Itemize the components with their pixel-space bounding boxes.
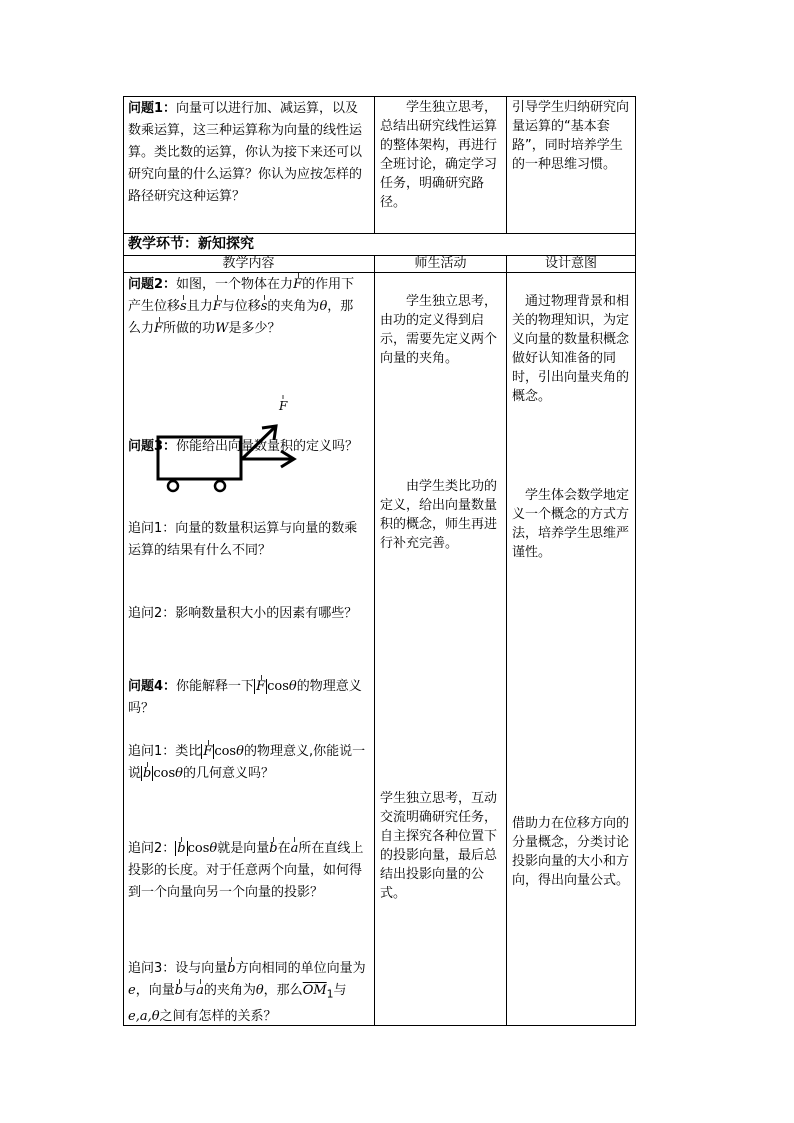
vector-b: b <box>174 983 184 998</box>
vector-s: s <box>260 299 268 314</box>
col-divider-2 <box>506 255 507 1025</box>
q4-follow-up-3-label: 追问3： <box>128 961 176 976</box>
theta-symbol: θ <box>255 983 264 998</box>
table-border-top <box>123 96 636 97</box>
q4-follow-up-1-text-2: 的物理意义,你能说一说 <box>128 744 366 781</box>
header-activity: 师生活动 <box>414 256 467 271</box>
vector-s: s <box>180 299 187 314</box>
question-2-text-4: 与位移 <box>221 299 261 314</box>
vector-f: F <box>293 277 303 292</box>
q4-follow-up-1-text-3: 的几何意义吗？ <box>182 766 274 781</box>
question-2-label: 问题2： <box>128 277 177 292</box>
q4-follow-up-3-text-5: 的夹角为 <box>203 983 256 998</box>
vector-f: F <box>212 299 222 314</box>
q4-follow-up-2-text-3: 所在直线上投影的长度。对于任意两个向量，如何得到一个向量向另一个向量的投影？ <box>128 841 364 900</box>
q4-follow-up-2-text-1: 就是向量 <box>217 841 270 856</box>
q4-follow-up-3-text-1: 设与向量 <box>175 961 228 976</box>
intent-question-3: 学生体会数学地定义一个概念的方式方法，培养学生思维严谨性。 <box>512 488 630 560</box>
activity-question-4: 学生独立思考，互动交流明确研究任务，自主探究各种位置下的投影向量，最后总结出投影向量的公式。 <box>380 791 498 901</box>
question-3-text: 你能给出向量数量积的定义吗？ <box>176 439 359 454</box>
follow-up-2 <box>128 603 366 625</box>
vector-a: a <box>290 841 299 856</box>
section-title: 教学环节：新知探究 <box>128 236 254 252</box>
vector-f: F <box>256 679 266 694</box>
question-4-follow-up-3 <box>128 958 366 1028</box>
question-2-text-3: 且力 <box>186 299 213 314</box>
theta-symbol: θ <box>175 766 183 781</box>
cos-symbol: cos <box>214 744 237 759</box>
col-divider-1-top <box>374 96 375 233</box>
theta-symbol: θ <box>319 299 328 314</box>
header-content: 教学内容 <box>222 256 275 271</box>
q4-follow-up-2-text-2: 在 <box>277 841 291 856</box>
question-2-text-8: 是多少？ <box>228 321 281 336</box>
table-border-right <box>635 96 636 1025</box>
follow-up-1 <box>128 518 366 562</box>
follow-up-2-label: 追问2： <box>128 606 176 621</box>
row-divider-1 <box>123 233 636 234</box>
question-3 <box>128 436 366 458</box>
question-4-text-2: 的物理意义吗？ <box>128 679 362 716</box>
question-2-text-7: 所做的功 <box>163 321 216 336</box>
intent-question-4: 借助力在位移方向的分量概念，分类讨论投影向量的大小和方向，得出向量公式。 <box>512 816 630 888</box>
follow-up-2-text: 影响数量积大小的因素有哪些？ <box>175 606 358 621</box>
cos-symbol: cos <box>267 679 289 694</box>
vector-om-subscript: 1 <box>326 987 334 1001</box>
vector-a: a <box>196 983 204 998</box>
question-2-text-5: 的夹角为 <box>267 299 320 314</box>
cart-wheel-right <box>215 481 225 491</box>
question-1-label: 问题1： <box>128 101 177 116</box>
unit-vector-e: e <box>128 983 136 998</box>
vector-om: $\overline{OM}$ <box>302 983 327 998</box>
q4-follow-up-3-text-2: 方向相同的单位向量为 <box>235 961 366 976</box>
col-divider-1 <box>374 255 375 1025</box>
q4-follow-up-3-text-3: ，向量 <box>135 983 175 998</box>
table-border-left <box>123 96 124 1025</box>
q4-follow-up-3-text-7: 与 <box>333 983 347 998</box>
force-label: F <box>279 399 288 413</box>
question-1-text: 向量可以进行加、减运算，以及数乘运算，这三种运算称为向量的线性运算。类比数的运算，你认为接下来还可以研究向量的什么运算？你认为应按怎样的路径研究这种运算？ <box>128 101 363 204</box>
follow-up-1-text: 向量的数量积运算与向量的数乘运算的结果有什么不同？ <box>128 521 358 558</box>
col-divider-2-top <box>506 96 507 233</box>
intro-intent: 引导学生归纳研究向量运算的“基本套路”，同时培养学生的一种思维习惯。 <box>512 100 630 172</box>
theta-symbol: θ <box>288 679 297 694</box>
q4-follow-up-1-label: 追问1： <box>128 744 176 759</box>
activity-question-3: 由学生类比功的定义，给出向量数量积的概念，师生再进行补充完善。 <box>380 479 498 551</box>
activity-question-2: 学生独立思考，由功的定义得到启示，需要先定义两个向量的夹角。 <box>380 294 498 366</box>
cos-symbol: cos <box>153 766 176 781</box>
question-4-follow-up-1 <box>128 741 366 785</box>
work-symbol: W <box>215 321 229 336</box>
follow-up-1-label: 追问1： <box>128 521 176 536</box>
lesson-table <box>123 96 636 1025</box>
question-3-label: 问题3： <box>128 439 177 454</box>
q4-follow-up-3-text-6: ，那么 <box>263 983 303 998</box>
cart-wheel-left <box>168 481 178 491</box>
question-2 <box>128 274 366 340</box>
intent-question-2: 通过物理背景和相关的物理知识，为定义向量的数量积概念做好认知准备的同时，引出向量夹角的概念。 <box>512 294 630 404</box>
vector-b: b <box>177 841 186 856</box>
question-4-text-1: 你能解释一下 <box>176 679 255 694</box>
question-4-follow-up-2 <box>128 838 366 904</box>
vector-b: b <box>227 961 236 976</box>
q4-follow-up-2-label: 追问2： <box>128 841 176 856</box>
cos-symbol: cos <box>187 841 210 856</box>
row-divider-3 <box>123 272 636 273</box>
vector-f: F <box>154 321 164 336</box>
question-2-text-6: ，那么力 <box>128 299 354 336</box>
question-2-text-1: 如图，一个物体在力 <box>176 277 294 292</box>
vector-f: F <box>203 744 213 759</box>
question-4-label: 问题4： <box>128 679 177 694</box>
q4-follow-up-3-text-4: 与 <box>183 983 197 998</box>
variables: e,a,θ <box>128 1008 160 1024</box>
theta-symbol: θ <box>236 744 244 759</box>
question-2-text-2: 的作用下产生位移 <box>128 277 355 314</box>
intro-question <box>128 98 366 208</box>
vector-b: b <box>269 841 278 856</box>
vector-b: b <box>143 766 152 781</box>
q4-follow-up-1-text-1: 类比 <box>175 744 202 759</box>
header-intent: 设计意图 <box>544 256 597 271</box>
intro-activity: 学生独立思考，总结出研究线性运算的整体架构，再进行全班讨论，确定学习任务，明确研究路径。 <box>380 100 498 210</box>
q4-follow-up-3-text-8: 之间有怎样的关系？ <box>159 1008 277 1024</box>
theta-symbol: θ <box>209 841 218 856</box>
question-4 <box>128 676 366 720</box>
